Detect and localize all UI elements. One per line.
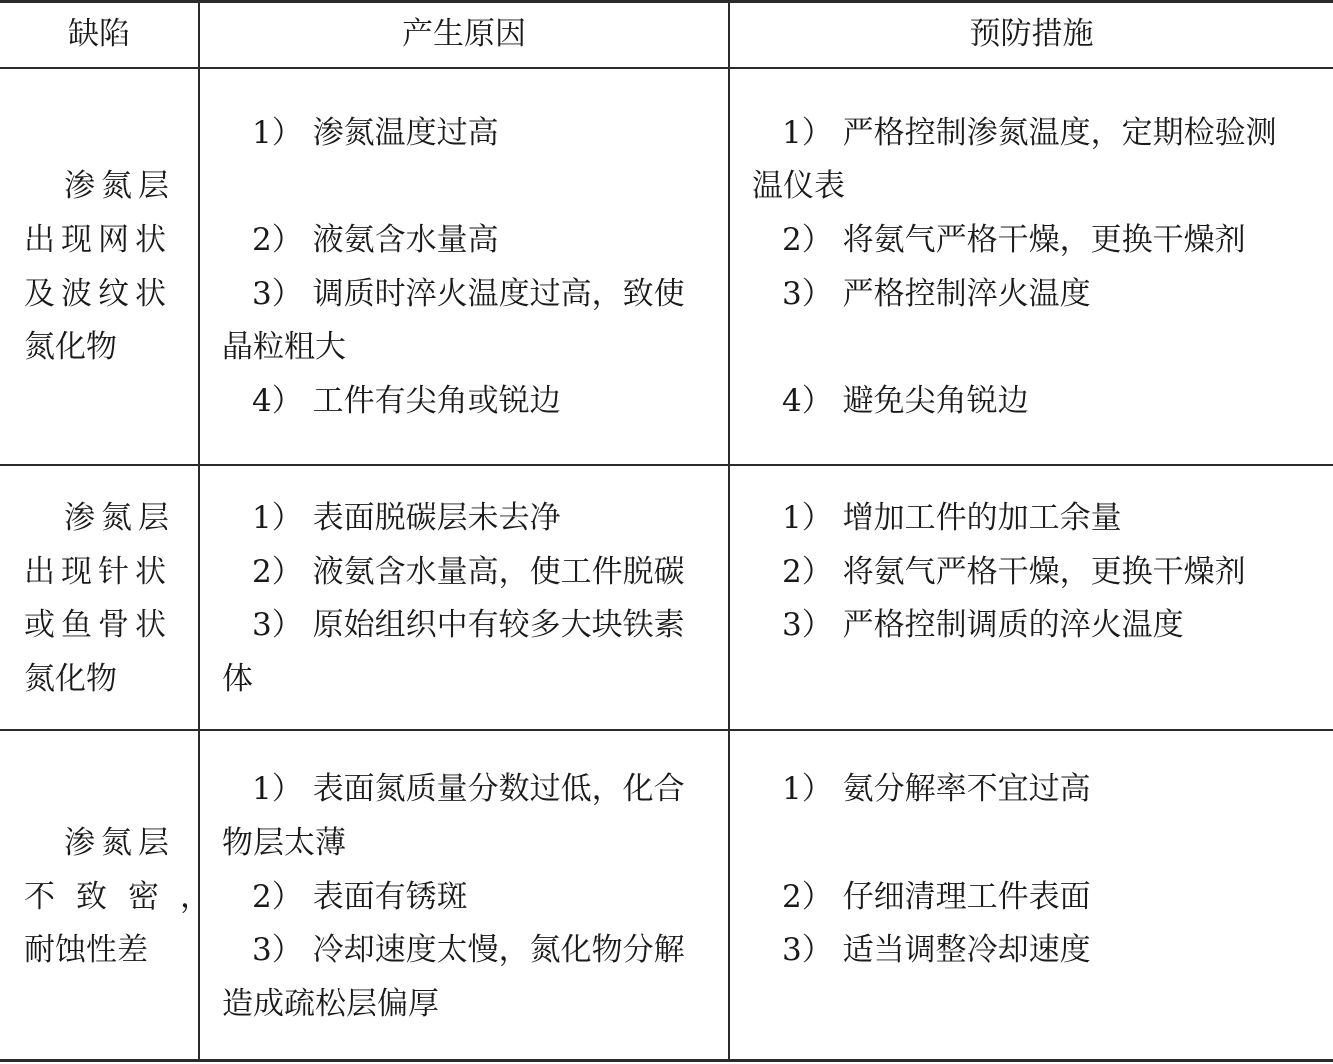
row1-cause-line: 晶粒粗大 [222, 329, 346, 365]
row1-prevention-line: 2） 将氨气严格干燥，更换干燥剂 [782, 222, 1246, 258]
row1-defect-line: 出现网状 [24, 222, 172, 258]
row2-defect-line: 氮化物 [24, 661, 117, 697]
header-cause: 产生原因 [402, 16, 526, 52]
row2-defect-line: 出现针状 [24, 554, 172, 590]
row2-defect-line: 渗氮层 [64, 500, 175, 536]
row3-cause-line: 2） 表面有锈斑 [252, 879, 468, 915]
row3-defect-line: 耐蚀性差 [24, 932, 148, 968]
row1-prevention-line: 1） 严格控制渗氮温度，定期检验测 [782, 115, 1277, 151]
row3-cause-line: 3） 冷却速度太慢，氮化物分解 [252, 932, 685, 968]
row1-cause-line: 4） 工件有尖角或锐边 [252, 383, 561, 419]
row2-cause-line: 2） 液氨含水量高，使工件脱碳 [252, 554, 685, 590]
row3-cause-line: 1） 表面氮质量分数过低，化合 [252, 771, 685, 807]
row2-cause-line: 3） 原始组织中有较多大块铁素 [252, 607, 685, 643]
row1-cause-line: 3） 调质时淬火温度过高，致使 [252, 276, 685, 312]
row1-prevention-line: 温仪表 [752, 168, 845, 204]
row1-prevention-line: 4） 避免尖角锐边 [782, 383, 1029, 419]
row1-defect-line: 及波纹状 [24, 276, 172, 312]
header-prevention: 预防措施 [969, 16, 1094, 52]
header-defect: 缺陷 [68, 16, 130, 52]
row3-cause-line: 造成疏松层偏厚 [222, 986, 439, 1022]
row3-defect-line: 渗氮层 [64, 825, 175, 861]
row1-cause-line: 2） 液氨含水量高 [252, 222, 499, 258]
row2-prevention-line: 1） 增加工件的加工余量 [782, 500, 1122, 536]
column-divider-2 [728, 0, 730, 1062]
row2-defect-line: 或鱼骨状 [24, 607, 172, 643]
row1-prevention-line: 3） 严格控制淬火温度 [782, 276, 1091, 312]
row3-prevention-line: 3） 适当调整冷却速度 [782, 932, 1091, 968]
row3-cause-line: 物层太薄 [222, 825, 346, 861]
row1-cause-line: 1） 渗氮温度过高 [252, 115, 499, 151]
row2-cause-line: 1） 表面脱碳层未去净 [252, 500, 561, 536]
row2-cause-line: 体 [222, 661, 253, 697]
row1-defect-line: 氮化物 [24, 329, 117, 365]
row2-prevention-line: 3） 严格控制调质的淬火温度 [782, 607, 1184, 643]
row1-defect-line: 渗氮层 [64, 168, 175, 204]
row2-prevention-line: 2） 将氨气严格干燥，更换干燥剂 [782, 554, 1246, 590]
row3-defect-line: 不致密， [24, 879, 232, 915]
row3-prevention-line: 2） 仔细清理工件表面 [782, 879, 1091, 915]
row3-prevention-line: 1） 氨分解率不宜过高 [782, 771, 1091, 807]
